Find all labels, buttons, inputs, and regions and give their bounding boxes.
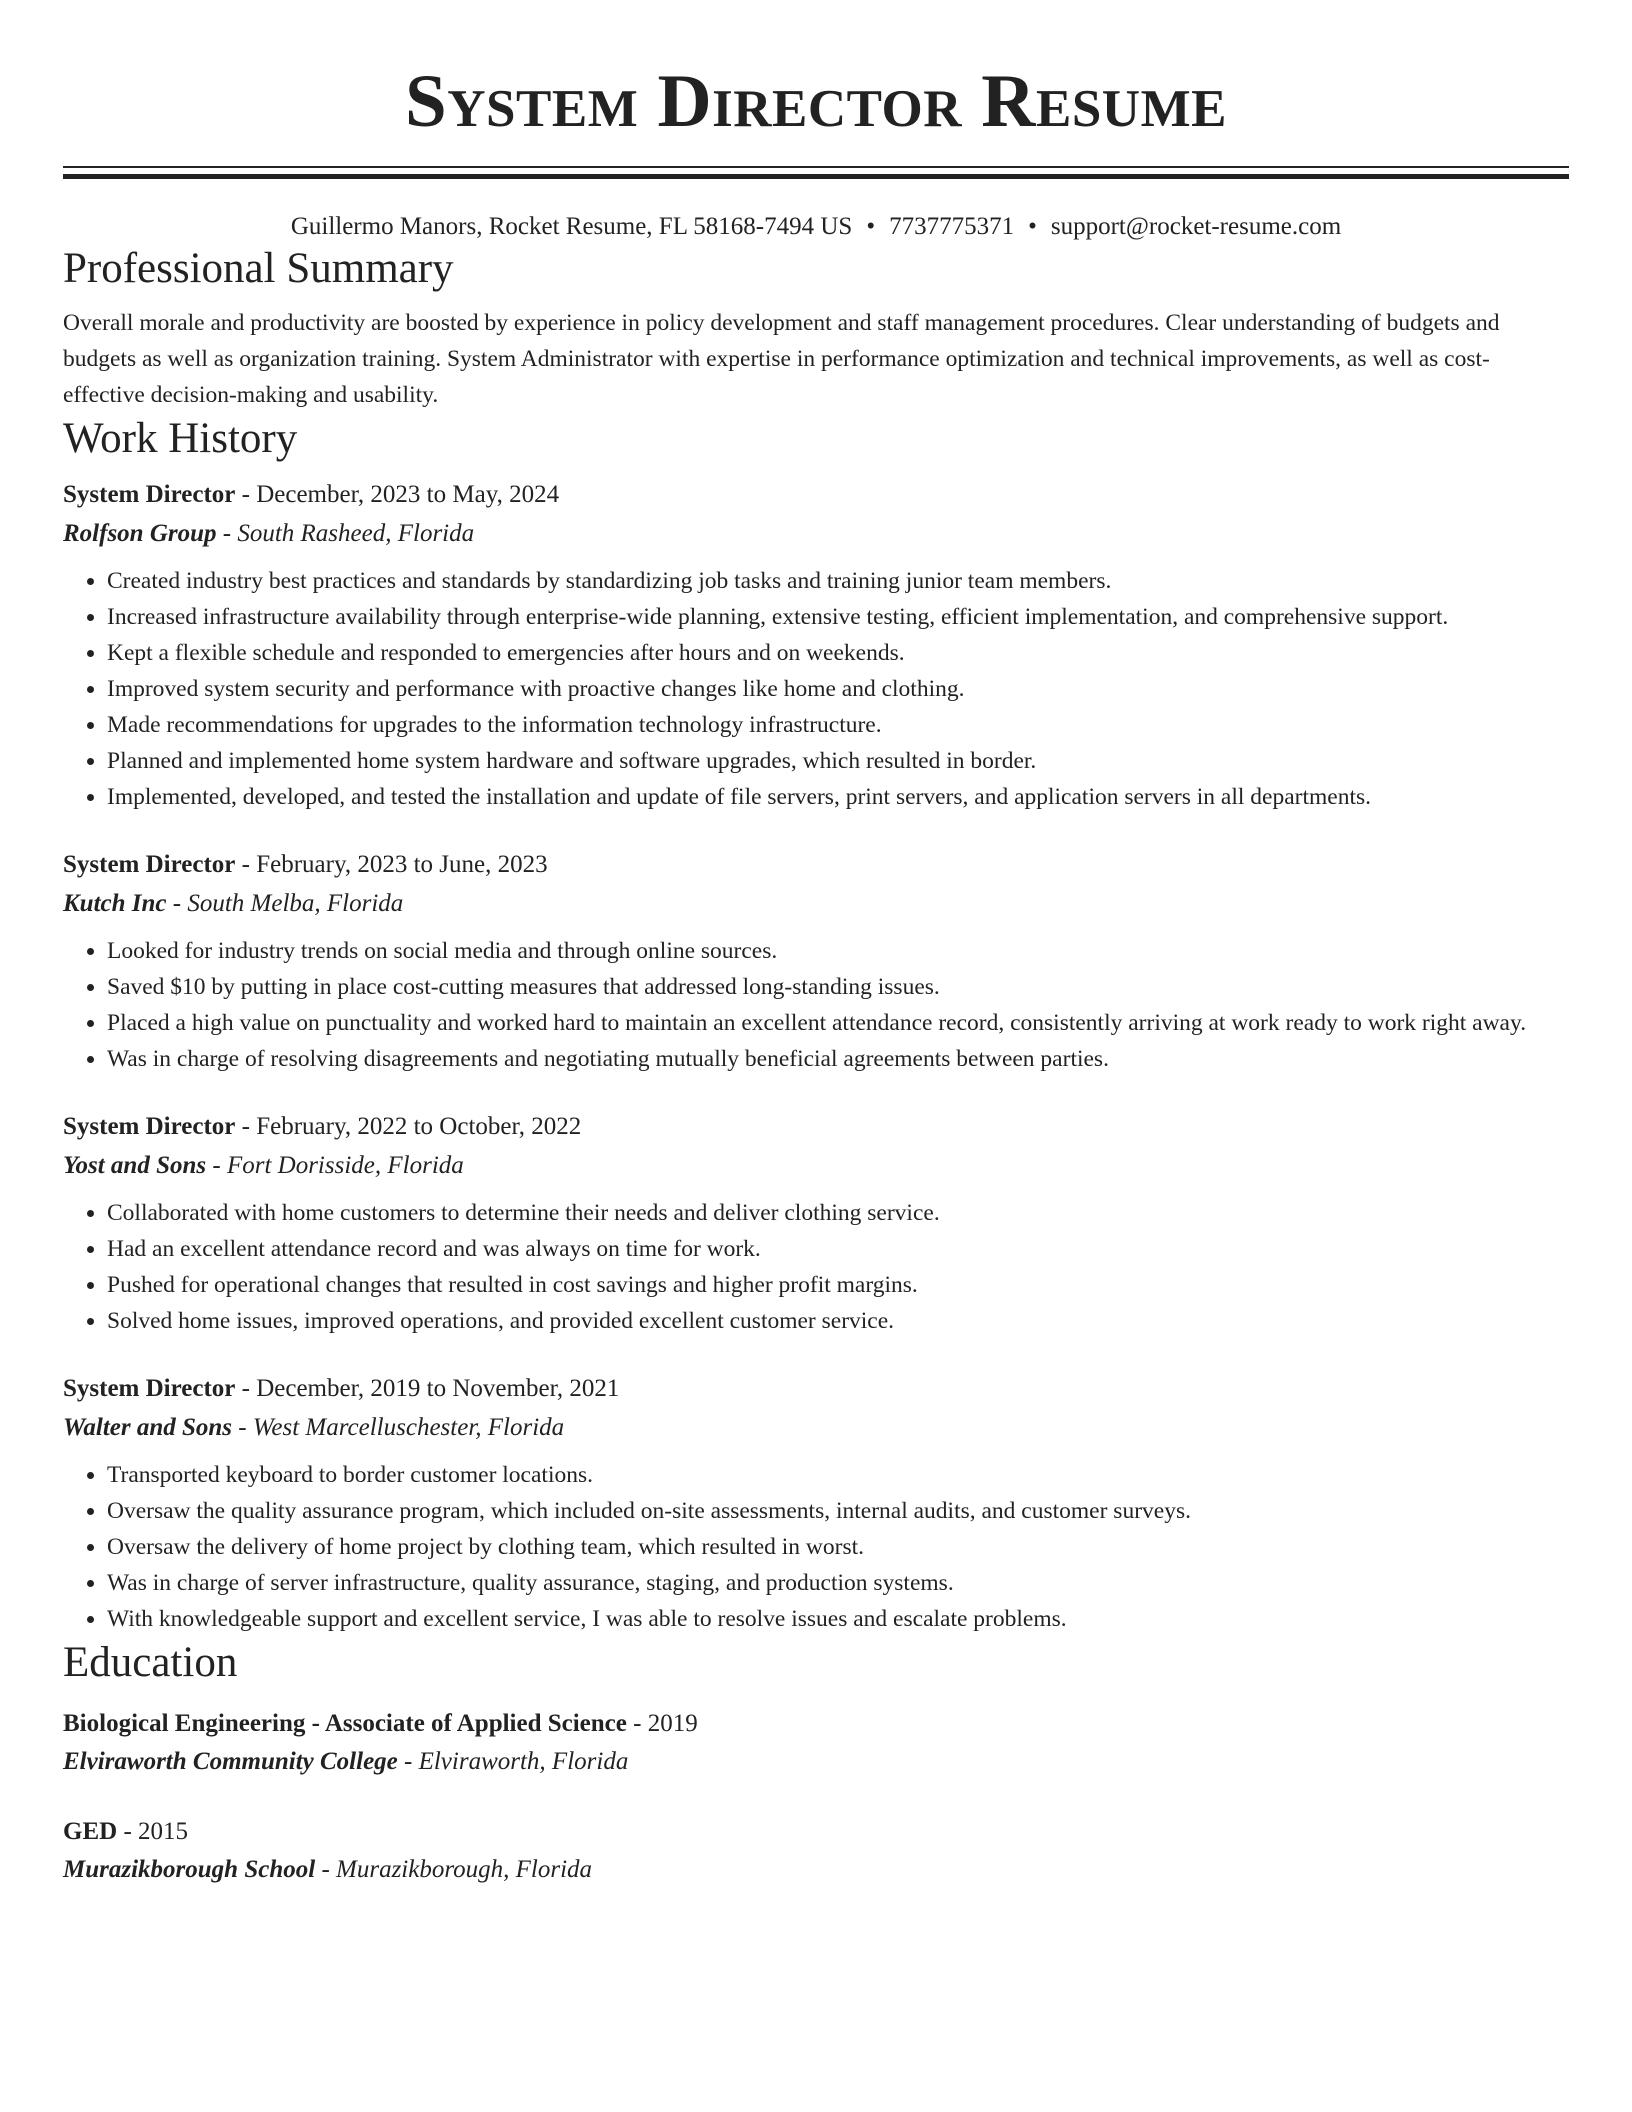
degree-year: 2015 <box>138 1818 189 1845</box>
job-dates: December, 2023 to May, 2024 <box>256 481 560 508</box>
job-bullet: • Pushed for operational changes that resulted in cost savings and higher profit margins. <box>107 1267 1569 1303</box>
job-dates: December, 2019 to November, 2021 <box>256 1375 620 1402</box>
job-entry <box>63 1107 1569 1339</box>
job-bullet: • Made recommendations for upgrades to the information technology infrastructure. <box>107 707 1569 743</box>
job-bullet: • Was in charge of server infrastructure, quality assurance, staging, and production systems. <box>107 1565 1569 1601</box>
job-company-line <box>63 884 1569 923</box>
education-entry <box>63 1813 1569 1889</box>
education-heading: Education <box>63 1639 238 1686</box>
dash: - <box>117 1818 139 1845</box>
dash: - <box>235 1113 257 1140</box>
job-entry <box>63 845 1569 1077</box>
job-bullet: • Improved system security and performance with proactive changes like home and clothing. <box>107 671 1569 707</box>
dash: - <box>397 1748 419 1775</box>
job-title-line <box>63 475 1569 514</box>
job-bullet: • With knowledgeable support and excellent service, I was able to resolve issues and escalate problems. <box>107 1601 1569 1637</box>
dash: - <box>216 520 238 547</box>
job-bullet: • Increased infrastructure availability through enterprise-wide planning, extensive testing, efficient implementation, and comprehensive support. <box>107 599 1569 635</box>
job-role: System Director <box>63 851 236 878</box>
dash: - <box>235 481 257 508</box>
dash: - <box>315 1856 337 1883</box>
contact-phone: 7737775371 <box>889 213 1015 240</box>
job-location: South Rasheed, Florida <box>237 520 475 547</box>
job-title-line <box>63 1369 1569 1408</box>
job-company: Kutch Inc <box>63 890 167 917</box>
degree-year: 2019 <box>647 1710 698 1737</box>
job-bullet: • Looked for industry trends on social media and through online sources. <box>107 933 1569 969</box>
job-location: South Melba, Florida <box>187 890 404 917</box>
job-bullet: • Saved $10 by putting in place cost-cutting measures that addressed long-standing issues. <box>107 969 1569 1005</box>
school-line <box>63 1851 1569 1889</box>
job-location: Fort Dorisside, Florida <box>226 1152 464 1179</box>
job-title-line <box>63 845 1569 884</box>
job-role: System Director <box>63 1113 236 1140</box>
title-rule-thick <box>63 174 1569 179</box>
job-bullet: • Placed a high value on punctuality and worked hard to maintain an excellent attendance record, consistently arriving at work ready to work right away. <box>107 1005 1569 1041</box>
job-company-line <box>63 1146 1569 1185</box>
job-bullet: • Created industry best practices and standards by standardizing job tasks and training junior team members. <box>107 563 1569 599</box>
resume-title: System Director Resume <box>405 60 1227 143</box>
contact-line <box>63 211 1569 243</box>
job-location: West Marcelluschester, Florida <box>252 1414 565 1441</box>
job-bullet: • Kept a flexible schedule and responded to emergencies after hours and on weekends. <box>107 635 1569 671</box>
job-title-line <box>63 1107 1569 1146</box>
job-company-line <box>63 1408 1569 1447</box>
school-name: Murazikborough School <box>63 1856 316 1883</box>
work-history-heading: Work History <box>63 415 298 462</box>
job-bullet-list <box>63 1195 1569 1339</box>
school-line <box>63 1743 1569 1781</box>
job-bullet: • Implemented, developed, and tested the installation and update of file servers, print servers, and application servers in all departments. <box>107 779 1569 815</box>
bullet-separator: • <box>1028 213 1037 240</box>
job-bullet: • Was in charge of resolving disagreements and negotiating mutually beneficial agreements between parties. <box>107 1041 1569 1077</box>
school-location: Murazikborough, Florida <box>336 1856 593 1883</box>
contact-email: support@rocket-resume.com <box>1050 213 1342 240</box>
job-bullet: • Collaborated with home customers to determine their needs and deliver clothing service. <box>107 1195 1569 1231</box>
job-company: Rolfson Group <box>63 520 217 547</box>
contact-address: Guillermo Manors, Rocket Resume, FL 58168-7494 US <box>290 213 853 240</box>
job-dates: February, 2023 to June, 2023 <box>256 851 548 878</box>
job-company-line <box>63 514 1569 553</box>
dash: - <box>206 1152 227 1179</box>
dash: - <box>235 1375 257 1402</box>
job-company: Yost and Sons <box>63 1152 207 1179</box>
job-dates: February, 2022 to October, 2022 <box>256 1113 582 1140</box>
job-company: Walter and Sons <box>63 1414 233 1441</box>
education-list <box>63 1705 1569 1889</box>
job-bullet: • Transported keyboard to border customer locations. <box>107 1457 1569 1493</box>
summary-text: Overall morale and productivity are boosted by experience in policy development and staff management procedures. Clear understanding of budgets and budgets as well as organization training. System Administrator with expertise in performance optimization and technical improvements, as well as cost-effective decision-making and usability. <box>63 310 1500 408</box>
job-bullet: • Solved home issues, improved operations, and provided excellent customer service. <box>107 1303 1569 1339</box>
job-bullet-list <box>63 933 1569 1077</box>
job-bullet: • Oversaw the delivery of home project by clothing team, which resulted in worst. <box>107 1529 1569 1565</box>
job-role: System Director <box>63 481 236 508</box>
job-bullet-list <box>63 1457 1569 1637</box>
bullet-separator: • <box>866 213 876 240</box>
title-rule-thin <box>63 166 1569 168</box>
degree-line <box>63 1813 1569 1851</box>
job-role: System Director <box>63 1375 236 1402</box>
job-list <box>63 475 1569 1637</box>
education-entry <box>63 1705 1569 1781</box>
job-bullet: • Oversaw the quality assurance program, which included on-site assessments, internal audits, and customer surveys. <box>107 1493 1569 1529</box>
job-bullet-list <box>63 563 1569 815</box>
school-location: Elviraworth, Florida <box>418 1748 629 1775</box>
degree-name: GED <box>63 1818 118 1845</box>
dash: - <box>166 890 188 917</box>
job-bullet: • Had an excellent attendance record and was always on time for work. <box>107 1231 1569 1267</box>
dash: - <box>232 1414 253 1441</box>
school-name: Elviraworth Community College <box>63 1748 398 1775</box>
job-entry <box>63 475 1569 815</box>
dash: - <box>235 851 257 878</box>
job-entry <box>63 1369 1569 1637</box>
summary-heading: Professional Summary <box>63 245 454 292</box>
degree-line <box>63 1705 1569 1743</box>
degree-name: Biological Engineering - Associate of Applied Science <box>63 1710 627 1737</box>
job-bullet: • Planned and implemented home system hardware and software upgrades, which resulted in border. <box>107 743 1569 779</box>
dash: - <box>626 1710 648 1737</box>
